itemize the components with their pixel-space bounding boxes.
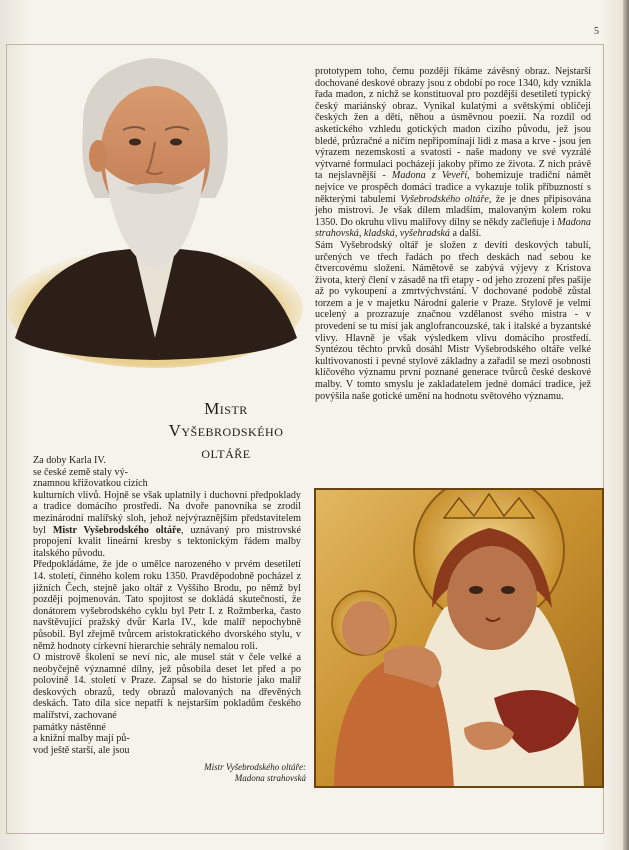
portrait-illustration: [5, 38, 305, 373]
left-column: [33, 455, 301, 756]
right-column: [315, 66, 591, 402]
right-paragraph-2: Sám Vyšebrodský oltář je složen z devíti deskových tabulí, určených ve třech řadách po třech deskách nad sebou ke čtvercovému složení. Námětově se zabývá výjevy z Kristova života, který člení v zásadě na tři etapy - od jeho zrození přes pašije až po vykoupení a zmrtvýchvstání. V dochované podobě zůstal torzem a je v majetku Národní galerie v Praze. Stylově je velmi ucelený a prozrazuje značnou vzdělanost svého mistra - v provedení se tu mísí jak anglofrancouzské, tak i italské a byzantské vlivy. Hlavně je však výsledkem vlivu domácího prostředí. Syntézou těchto prvků dosáhl Mistr Vyšebrodského oltáře velké kultivovanosti i pevné stylové základny a zařadil se mezi osobnosti klíčového významu první poznané generace tvůrců české deskové malby. V tomto smyslu je zakladatelem jedné domácí tradice, jež povýšila naše gotické umění na hodnotu světového významu.: [315, 239, 591, 402]
lead-lines: [33, 455, 171, 490]
madonna-face: [447, 546, 537, 650]
lead-line-1: Za doby Karla IV.: [33, 455, 106, 466]
title-line-1: Mistr: [204, 399, 248, 418]
tail-line-2: a knižní malby mají pů-: [33, 733, 130, 745]
page-number: 5: [594, 26, 599, 37]
page-edge-shadow: [623, 0, 629, 850]
right-paragraph-1: prototypem toho, čemu později říkáme závěsný obraz. Nejstarší dochované deskové obrazy jsou z období po roce 1340, kdy vznikla řada madon, z nichž se konstituoval pro pozdější desetiletí typický český mariánský obraz. Vynikal kulatými a světskými obličeji českých žen a dětí, něhou a úsměvnou poezií. Na rozdíl od asketického vzhledu gotických madon cizího původu, jež jsou bledé, průzračné a ničím nepřipomínají lidi z masa a krve - jsou jen výrazem nezemskosti a svatosti - naše madony ve své vyzrálé výtvarné formulaci pocházejí jakoby přímo ze života. Z nich právě ta nejslavnější - Madona z Veveří, bohemizuje tradiční námět nejvíce ve prospěch domácí tradice a vykazuje tolik příbuzností s některými tabulemi Vyšebrodského oltáře, že je dnes připisována jeho mistrovi. Je však dílem mladším, malovaným kolem roku 1350. Do okruhu vlivu malířovy dílny se někdy začleňuje i Madona strahovská, kladská, vyšehradská a další.: [315, 66, 592, 240]
tail-line-3: vod ještě starší, ale jsou: [33, 744, 130, 756]
tail-line-1: památky nástěnné: [33, 721, 106, 733]
caption-line-1: Mistr Vyšebrodského oltáře:: [204, 762, 306, 772]
lead-line-2: se české země staly vý-: [33, 466, 129, 478]
madonna-left-eye: [469, 586, 483, 594]
ear: [89, 140, 107, 172]
madonna-painting: [314, 488, 604, 788]
left-eye: [129, 139, 141, 146]
paragraph-1: kulturních vlivů. Hojně se však uplatnily i duchovní předpoklady a tradice domácího prostředí. Na dvoře panovníka se zrodil mezinárodní malířský sloh, jehož nejvýraznějším představitelem byl Mistr Vyšebrodského oltáře, uznávaný pro mistrovské propojení kvalit lineární kresby s tektonickým řádem malby italského původu.: [33, 489, 301, 559]
paragraph-3: O mistrově školení se neví nic, ale musel stát v čele velké a neobyčejně významné dílny, jež působila deset let před a po polovině 14. století v Praze. Zapsal se do historie jako malíř deskových obrazů, tedy obrazů malovaných na dřevěných deskách. Tato díla sice nepatří k nejstarším pokladům českého malířství, zachované: [33, 652, 301, 722]
caption-line-2: Madona strahovská: [234, 773, 306, 783]
paragraph-2: Předpokládáme, že jde o umělce narozeného v prvém desetiletí 14. století, činného kolem roku 1350. Pravděpodobně pocházel z jižních Čech, stejně jako oltář z Vyššího Brodu, po němž byl později pojmenován. Tato spojitost se dokládá skutečností, že donátorem vyšebrodského cyklu byl Petr I. z Rožmberka, často navštěvující pražský dvůr Karla IV., kde malíř nepochybně působil. Byl zřejmě tvůrcem aristokratického dvorského stylu, v němž hodnoty církevní hierarchie sehrály nemalou roli.: [33, 559, 301, 652]
artist-name-bold: Mistr Vyšebrodského oltáře: [52, 524, 182, 536]
image-caption: [186, 762, 306, 784]
tail-lines: [33, 722, 173, 757]
title-line-3: oltáře: [201, 443, 251, 462]
lead-line-3: znamnou křižovatkou cizích: [33, 478, 148, 490]
right-eye: [170, 139, 182, 146]
madonna-right-eye: [501, 586, 515, 594]
title-line-2: Vyšebrodského: [168, 421, 284, 440]
child-face: [342, 601, 390, 655]
